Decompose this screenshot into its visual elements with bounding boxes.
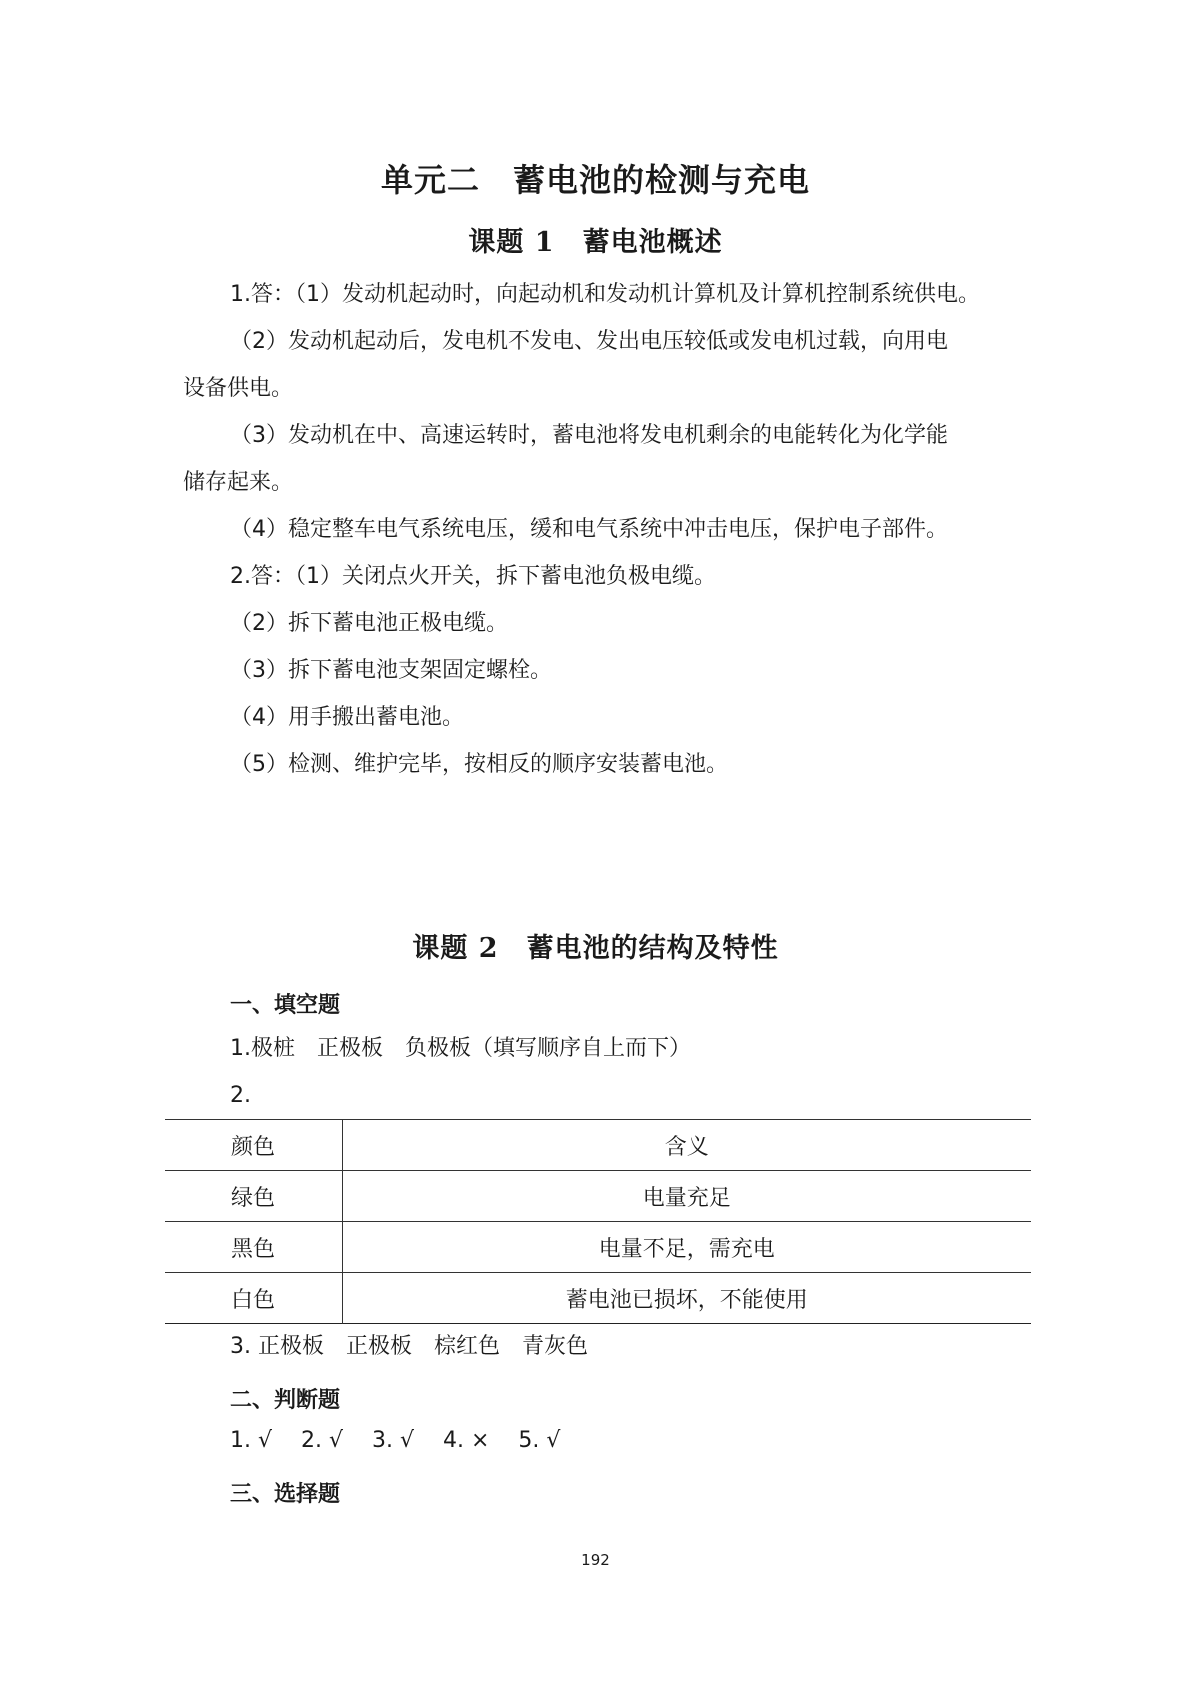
section-true-false-heading: 二、判断题 [230,1387,341,1413]
lesson1-line-8: （2）拆下蓄电池正极电缆。 [230,611,508,636]
table-header-color: 颜色 [165,1120,342,1171]
table-cell-color: 白色 [165,1273,342,1324]
fill-answer-3: 3. 正极板 正极板 棕红色 青灰色 [230,1334,588,1359]
lesson1-line-5: 储存起来。 [183,470,294,495]
table-cell-color: 绿色 [165,1171,342,1222]
table-row [165,1222,1031,1273]
lesson1-line-2: （2）发动机起动后，发电机不发电、发出电压较低或发电机过载，向用电 [230,329,948,354]
true-false-answers: 1. √ 2. √ 3. √ 4. × 5. √ [230,1428,561,1453]
section-fill-in-heading: 一、填空题 [230,992,341,1018]
unit-title: 单元二 蓄电池的检测与充电 [380,161,810,199]
fill-answer-1: 1.极桩 正极板 负极板（填写顺序自上而下） [230,1036,691,1061]
lesson1-title: 课题 1 蓄电池概述 [468,227,723,258]
table-cell-meaning: 蓄电池已损坏，不能使用 [565,1287,808,1313]
lesson1-line-4: （3）发动机在中、高速运转时，蓄电池将发电机剩余的电能转化为化学能 [230,423,948,448]
table-header-row [165,1120,1031,1171]
lesson1-line-3: 设备供电。 [183,376,294,401]
lesson1-line-9: （3）拆下蓄电池支架固定螺栓。 [230,658,552,683]
table-cell-color: 黑色 [165,1222,342,1273]
lesson1-line-11: （5）检测、维护完毕，按相反的顺序安装蓄电池。 [230,752,728,777]
lesson2-title: 课题 2 蓄电池的结构及特性 [412,933,779,964]
lesson1-line-6: （4）稳定整车电气系统电压，缓和电气系统中冲击电压，保护电子部件。 [230,517,948,542]
page-number: 192 [581,1551,610,1569]
fill-answer-2-label: 2. [230,1083,251,1108]
table-row [165,1171,1031,1222]
table-row [165,1273,1031,1324]
section-multiple-choice-heading: 三、选择题 [230,1481,341,1507]
lesson1-line-7: 2.答：（1）关闭点火开关，拆下蓄电池负极电缆。 [230,564,716,589]
lesson1-line-1: 1.答：（1）发动机起动时，向起动机和发动机计算机及计算机控制系统供电。 [230,282,980,307]
lesson1-line-10: （4）用手搬出蓄电池。 [230,705,464,730]
color-meaning-table [165,1119,1031,1324]
table-header-meaning: 含义 [664,1134,709,1160]
table-cell-meaning: 电量不足，需充电 [598,1236,775,1262]
table-cell-meaning: 电量充足 [642,1185,731,1211]
